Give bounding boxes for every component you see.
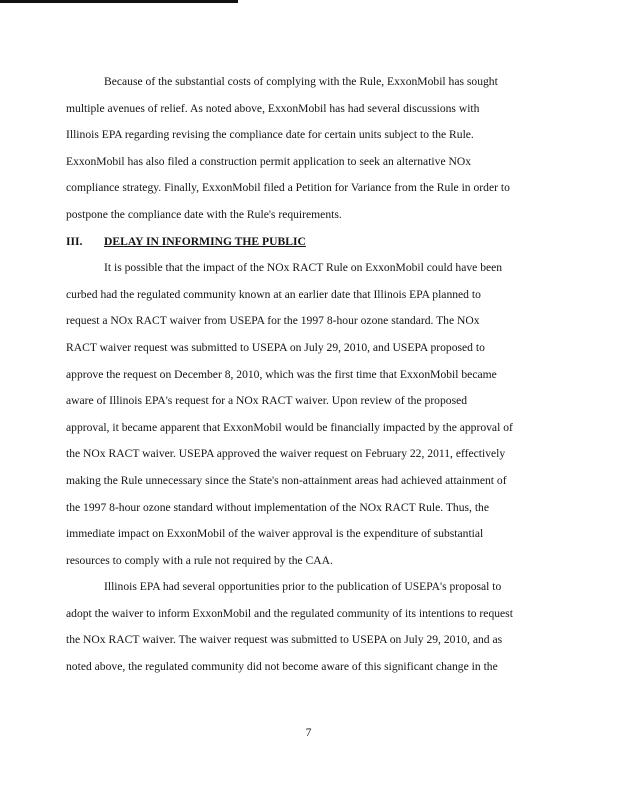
paragraph-line: curbed had the regulated community known at an earlier date that Illinois EPA planned to xyxy=(66,287,481,301)
header-rule xyxy=(0,0,238,3)
paragraph-line: multiple avenues of relief. As noted above, ExxonMobil has had several discussions with xyxy=(66,101,480,115)
section-number: III. xyxy=(66,234,83,248)
paragraph-line: Illinois EPA had several opportunities prior to the publication of USEPA's proposal to xyxy=(104,580,502,594)
section-heading xyxy=(66,229,536,256)
paragraph-line: ExxonMobil has also filed a construction permit application to seek an alternative NOx xyxy=(66,154,472,168)
page-number: 7 xyxy=(305,726,312,739)
paragraph-line: noted above, the regulated community did not become aware of this significant change in the xyxy=(66,660,498,674)
paragraph-line: adopt the waiver to inform ExxonMobil and the regulated community of its intentions to request xyxy=(66,606,513,620)
paragraph-line: resources to comply with a rule not required by the CAA. xyxy=(66,553,333,567)
paragraph-line: postpone the compliance date with the Rule's requirements. xyxy=(66,207,342,221)
paragraph-line: Illinois EPA regarding revising the compliance date for certain units subject to the Rule. xyxy=(66,128,474,142)
paragraph-line: RACT waiver request was submitted to USEPA on July 29, 2010, and USEPA proposed to xyxy=(66,340,485,354)
section-title: DELAY IN INFORMING THE PUBLIC xyxy=(104,234,306,248)
paragraph-line: Because of the substantial costs of complying with the Rule, ExxonMobil has sought xyxy=(104,75,498,88)
paragraph-relief xyxy=(66,69,536,229)
paragraph-line: immediate impact on ExxonMobil of the waiver approval is the expenditure of substantial xyxy=(66,527,484,541)
paragraph-opportunities xyxy=(66,574,536,680)
paragraph-line: making the Rule unnecessary since the State's non-attainment areas had achieved attainment of xyxy=(66,473,507,487)
paragraph-line: aware of Illinois EPA's request for a NOx RACT waiver. Upon review of the proposed xyxy=(66,394,468,408)
document-body xyxy=(66,69,536,681)
paragraph-line: the 1997 8-hour ozone standard without implementation of the NOx RACT Rule. Thus, the xyxy=(66,500,490,514)
paragraph-line: the NOx RACT waiver. The waiver request was submitted to USEPA on July 29, 2010, and as xyxy=(66,633,503,647)
paragraph-line: the NOx RACT waiver. USEPA approved the waiver request on February 22, 2011, effectively xyxy=(66,447,506,461)
paragraph-line: request a NOx RACT waiver from USEPA for the 1997 8-hour ozone standard. The NOx xyxy=(66,314,480,328)
paragraph-line: approve the request on December 8, 2010, which was the first time that ExxonMobil became xyxy=(66,367,497,381)
paragraph-line: compliance strategy. Finally, ExxonMobil filed a Petition for Variance from the Rule in order to xyxy=(66,181,510,195)
paragraph-delay xyxy=(66,255,536,574)
paragraph-line: It is possible that the impact of the NOx RACT Rule on ExxonMobil could have been xyxy=(104,261,503,275)
paragraph-line: approval, it became apparent that ExxonMobil would be financially impacted by the approval of xyxy=(66,420,513,434)
